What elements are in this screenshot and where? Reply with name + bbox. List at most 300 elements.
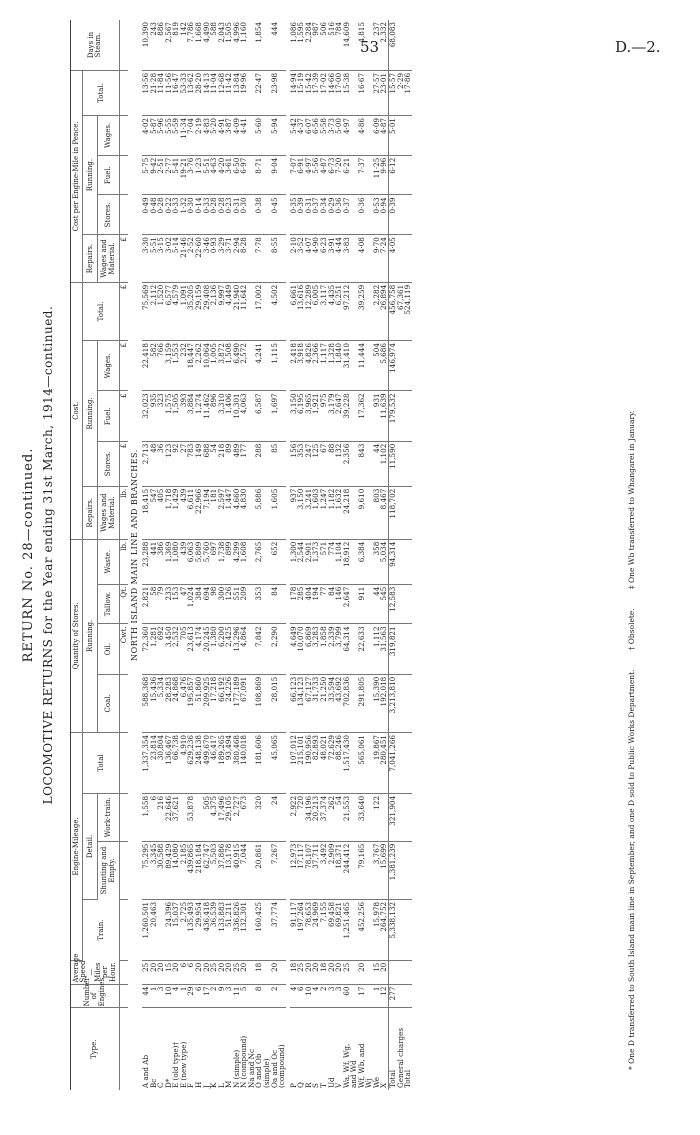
table-cell: 2,597 (218, 486, 226, 539)
table-cell: 13,616 (297, 282, 305, 340)
table-cell: 37,711 (312, 841, 320, 899)
table-row (172, 20, 180, 1090)
table-cell: 5,503 (210, 841, 218, 899)
table-cell: 1,281 (150, 624, 158, 674)
table-cell: 1,117 (320, 341, 328, 391)
table-cell: 79,165 (358, 841, 366, 899)
table-cell: 2,290 (271, 624, 279, 674)
table-cell: 1 (373, 984, 381, 1008)
table-cell: 551 (233, 584, 241, 624)
table-cell: 2,112 (150, 282, 158, 340)
table-cell: 18,447 (187, 341, 195, 391)
table-cell: 7·20 (335, 155, 343, 195)
table-cell: 13,296 (233, 624, 241, 674)
table-cell: 3,150 (290, 391, 298, 441)
table-cell: 20,861 (255, 841, 263, 899)
unit-cell: £ (120, 235, 128, 283)
table-cell: 288 (255, 441, 263, 486)
table-cell: 0·35 (290, 195, 298, 235)
table-cell: 18,415 (142, 486, 150, 539)
table-cell: 5·56 (312, 155, 320, 195)
table-cell: 2,544 (297, 539, 305, 584)
header-pence-fuel: Fuel. (98, 155, 120, 195)
row-type-label: Ud (326, 1077, 336, 1088)
table-row (343, 20, 351, 1090)
unit-cell (120, 899, 128, 960)
table-cell: 15,037 (172, 899, 180, 960)
table-cell: 24,396 (165, 899, 173, 960)
table-cell: 285 (297, 584, 305, 624)
table-cell: 30,588 (157, 841, 165, 899)
table-cell: 4·20 (218, 155, 226, 195)
table-cell: 92 (172, 441, 180, 486)
table-cell: 6,200 (218, 624, 226, 674)
table-cell: 24 (271, 793, 279, 841)
table-cell: 19,867 (373, 733, 381, 794)
table-cell: 4,063 (240, 391, 248, 441)
table-cell (278, 793, 286, 841)
unit-cell (120, 70, 128, 115)
table-row (263, 20, 271, 1090)
table-cell: 1,328 (328, 341, 336, 391)
table-cell: 697 (210, 539, 218, 584)
table-cell: 132 (335, 441, 343, 486)
table-cell: 3,965 (305, 391, 313, 441)
table-cell: 1,373 (312, 539, 320, 584)
table-cell: 336,826 (233, 899, 241, 960)
table-cell: 134,123 (297, 674, 305, 732)
table-cell: 3·29 (218, 235, 226, 283)
table-cell (404, 984, 412, 1008)
table-cell: 6,577 (165, 282, 173, 340)
table-cell: 93,494 (225, 733, 233, 794)
table-cell: 209 (240, 584, 248, 624)
unit-cell (120, 674, 128, 732)
table-cell: 911 (358, 584, 366, 624)
table-cell: 10 (305, 984, 313, 1008)
table-cell: 8,467 (380, 486, 388, 539)
table-cell: 4,649 (290, 624, 298, 674)
table-cell: 67 (320, 441, 328, 486)
table-cell (278, 282, 286, 340)
table-cell: 2,262 (195, 341, 203, 391)
table-cell: 0·31 (233, 195, 241, 235)
table-cell: 44 (373, 441, 381, 486)
table-cell: 2·29 (397, 70, 405, 115)
table-cell: 4·87 (320, 155, 328, 195)
table-cell: 4·90 (312, 235, 320, 283)
table-cell: 12,289 (305, 282, 313, 340)
table-cell: 6,005 (312, 282, 320, 340)
table-cell: 1,605 (271, 486, 279, 539)
table-cell: 12·68 (218, 70, 226, 115)
table-cell: 673 (240, 793, 248, 841)
table-cell: 64,314 (343, 624, 351, 674)
table-cell: 7,155 (320, 899, 328, 960)
table-cell: 6·73 (328, 155, 336, 195)
table-cell: 133,883 (218, 899, 226, 960)
header-waste: Waste. (98, 539, 120, 584)
table-cell: 321,904 (389, 793, 397, 841)
table-cell: 4 (172, 984, 180, 1008)
table-cell: 688 (203, 441, 211, 486)
table-cell: 14·94 (290, 70, 298, 115)
header-quantity-stores: Quantity of Stores. (71, 539, 83, 732)
table-cell: 1,005 (210, 341, 218, 391)
table-cell: 82,893 (312, 733, 320, 794)
table-cell: 26,894 (380, 282, 388, 340)
table-cell: 819 (172, 20, 180, 70)
table-cell: 2 (320, 984, 328, 1008)
table-cell: 2,185 (180, 841, 188, 899)
table-cell: 1,854 (255, 20, 263, 70)
table-cell: 78,653 (305, 899, 313, 960)
table-cell: 1·23 (195, 155, 203, 195)
table-cell: 33,640 (358, 793, 366, 841)
table-cell: 20 (218, 960, 226, 984)
table-cell: 18 (320, 960, 328, 984)
table-cell: 4,435 (328, 282, 336, 340)
table-cell: 5·51 (203, 155, 211, 195)
table-cell: 3,492 (320, 841, 328, 899)
table-cell (404, 841, 412, 899)
table-cell: 4·44 (335, 235, 343, 283)
table-cell: 20 (240, 960, 248, 984)
table-cell: 452,256 (358, 899, 366, 960)
table-cell: 4,241 (255, 341, 263, 391)
table-cell: 588,368 (142, 674, 150, 732)
table-cell: 66,123 (290, 674, 298, 732)
table-cell: 84 (328, 584, 336, 624)
row-type-label: (compound) (277, 1044, 287, 1088)
table-cell: 91,117 (290, 899, 298, 960)
row-type-label: N (simple) (231, 1049, 241, 1088)
table-cell: 4·41 (240, 115, 248, 155)
table-cell: 1,505 (225, 20, 233, 70)
header-pence-wages: Wages. (98, 115, 120, 155)
table-cell: 11,444 (358, 341, 366, 391)
table-cell: 69,458 (328, 899, 336, 960)
table-cell (278, 70, 286, 115)
table-cell: 15·38 (343, 70, 351, 115)
table-cell: 6,587 (255, 391, 263, 441)
table-cell: 190,956 (305, 733, 313, 794)
table-cell: 3·71 (225, 235, 233, 283)
table-cell: 6·97 (240, 155, 248, 195)
table-cell: 13,178 (225, 841, 233, 899)
table-cell: 4,830 (240, 486, 248, 539)
table-cell: 571 (320, 539, 328, 584)
table-cell (404, 960, 412, 984)
header-stores: Stores. (98, 441, 120, 486)
table-cell: 2,332 (380, 20, 388, 70)
table-cell: 85 (271, 441, 279, 486)
table-cell: 9·96 (380, 155, 388, 195)
table-cell (278, 155, 286, 195)
table-row (365, 20, 373, 1090)
table-cell (278, 984, 286, 1008)
table-cell: 0·14 (195, 195, 203, 235)
table-cell: 2,821 (142, 584, 150, 624)
table-cell: 3·30 (142, 235, 150, 283)
table-cell: 15 (373, 960, 381, 984)
table-cell: 4,815 (358, 20, 366, 70)
table-cell: 2·19 (195, 115, 203, 155)
table-cell: 44 (373, 584, 381, 624)
table-cell: 323 (157, 391, 165, 441)
table-row (312, 20, 320, 1090)
unit-cell (120, 1008, 128, 1090)
table-cell: 15,390 (373, 674, 381, 732)
table-cell: 6,251 (335, 282, 343, 340)
table-cell: 2,136 (210, 282, 218, 340)
table-cell: 20 (195, 960, 203, 984)
table-cell: 1,517,430 (343, 733, 351, 794)
table-cell: 22,633 (358, 624, 366, 674)
table-cell: 439,865 (187, 841, 195, 899)
table-cell: 4,579 (172, 282, 180, 340)
table-cell: 4·83 (203, 115, 211, 155)
table-cell: 3,150 (297, 486, 305, 539)
table-cell: 3·87 (225, 115, 233, 155)
table-cell: 4,375 (210, 793, 218, 841)
table-cell: 94,314 (389, 539, 397, 584)
table-cell: 588 (210, 20, 218, 70)
table-cell (404, 341, 412, 391)
header-type: Type. (71, 1008, 120, 1090)
row-type-label: S (311, 1083, 321, 1088)
table-cell: 784 (335, 20, 343, 70)
table-cell: 34,196 (305, 793, 313, 841)
table-cell: 54 (335, 793, 343, 841)
table-cell: 5,034 (380, 539, 388, 584)
table-cell: 886 (157, 20, 165, 70)
table-cell: 3·73 (328, 115, 336, 155)
table-cell: 4,826 (305, 341, 313, 391)
table-cell: 5·59 (172, 115, 180, 155)
table-cell: 6·91 (297, 155, 305, 195)
table-cell: 22,646 (165, 793, 173, 841)
table-cell: 97,212 (343, 282, 351, 340)
table-cell: 39,228 (343, 391, 351, 441)
table-cell: 0·36 (358, 195, 366, 235)
table-cell: 123 (165, 441, 173, 486)
table-cell: 8·28 (240, 235, 248, 283)
table-cell: 3,179 (328, 391, 336, 441)
table-cell: 21·28 (150, 70, 158, 115)
header-pence-total: Total. (83, 70, 120, 115)
table-cell: 1,091 (180, 282, 188, 340)
table-cell: 15·57 (389, 70, 397, 115)
table-cell: 209,925 (203, 674, 211, 732)
footnote-one: * One D transferred to South Island main line in September, and one D sold to Public Works Department. (627, 669, 636, 1070)
table-cell: 436,418 (203, 899, 211, 960)
table-cell: 2,725 (180, 899, 188, 960)
table-cell: 899 (225, 539, 233, 584)
table-row (240, 20, 248, 1090)
table-cell: 2,282 (373, 282, 381, 340)
table-cell: 218,184 (195, 841, 203, 899)
table-cell: 2,339 (328, 624, 336, 674)
table-cell: 380,468 (233, 733, 241, 794)
table-cell: 25 (142, 960, 150, 984)
table-cell: 77 (320, 584, 328, 624)
table-cell: 215,101 (297, 733, 305, 794)
table-cell (397, 441, 405, 486)
table-cell: 2,418 (290, 341, 298, 391)
table-cell: 15,436 (150, 674, 158, 732)
table-cell (397, 391, 405, 441)
table-cell: 277 (389, 984, 397, 1008)
header-train: Train. (83, 899, 120, 960)
table-cell: 136,467 (165, 733, 173, 794)
table-cell: 1,738 (218, 539, 226, 584)
table-cell: 4·63 (210, 155, 218, 195)
table-cell: 75,569 (142, 282, 150, 340)
table-cell: 72,360 (142, 624, 150, 674)
table-cell (404, 624, 412, 674)
table-cell: 12 (380, 984, 388, 1008)
table-cell: 17,002 (255, 282, 263, 340)
table-cell: 1,608 (240, 539, 248, 584)
table-cell: 353 (297, 441, 305, 486)
table-cell: 2,647 (343, 584, 351, 624)
table-cell: 68,083 (389, 20, 397, 70)
row-type-label: Q (296, 1082, 306, 1088)
table-cell: 29,408 (203, 282, 211, 340)
table-cell: 244,412 (343, 841, 351, 899)
table-cell: 0·33 (203, 195, 211, 235)
row-type-label: R (303, 1082, 313, 1088)
table-cell: 0·28 (157, 195, 165, 235)
table-cell: 39,259 (358, 282, 366, 340)
table-cell: 135,493 (187, 899, 195, 960)
table-cell: 1,921 (312, 391, 320, 441)
table-cell: 67,127 (305, 674, 313, 732)
units-row (120, 20, 128, 1090)
table-cell (278, 674, 286, 732)
table-cell: 51,211 (225, 899, 233, 960)
table-cell: 6·56 (312, 115, 320, 155)
table-cell (404, 584, 412, 624)
table-cell: 15,699 (380, 841, 388, 899)
table-cell: 48,021 (320, 733, 328, 794)
table-cell: 300 (218, 584, 226, 624)
table-cell: 489 (233, 441, 241, 486)
header-days-in-steam: Days in Steam. (71, 20, 120, 70)
table-cell (397, 486, 405, 539)
table-cell: 45,065 (271, 733, 279, 794)
row-type-label: (simple) (262, 1058, 272, 1088)
table-cell: 506 (320, 20, 328, 70)
table-cell: 20 (157, 960, 165, 984)
table-cell: 3,345 (150, 841, 158, 899)
table-cell: 20,245 (203, 624, 211, 674)
table-cell: 0·48 (150, 195, 158, 235)
table-cell: 2,366 (312, 341, 320, 391)
table-cell (397, 733, 405, 794)
table-cell: 17,362 (358, 391, 366, 441)
table-cell (397, 624, 405, 674)
table-cell: 11·42 (225, 70, 233, 115)
table-cell: 17,496 (218, 793, 226, 841)
table-cell: 652 (271, 539, 279, 584)
table-cell: 22,966 (195, 486, 203, 539)
table-cell: 0·36 (335, 195, 343, 235)
header-number-engines: Number of Engines. (71, 984, 120, 1008)
table-cell: 3·76 (187, 155, 195, 195)
unit-cell: £ (120, 341, 128, 391)
table-cell: 3·91 (328, 235, 336, 283)
header-cost-total: Total. (83, 282, 120, 340)
unit-cell: lb. (120, 486, 128, 539)
table-cell: 28,283 (165, 674, 173, 732)
table-cell: 189,265 (218, 733, 226, 794)
table-cell (404, 235, 412, 283)
table-cell: 1,260,501 (142, 899, 150, 960)
row-type-label: Na and Nc (246, 1049, 256, 1088)
table-cell: 0·38 (255, 195, 263, 235)
table-cell: 3,799 (335, 624, 343, 674)
table-cell: 5,338,132 (389, 899, 397, 960)
footnote-three: ‡ One Wb transferred to Whangarei in January. (627, 410, 636, 590)
table-cell (397, 899, 405, 960)
table-cell: 17 (358, 984, 366, 1008)
table-cell: 11·56 (165, 70, 173, 115)
table-cell: 181,606 (255, 733, 263, 794)
row-type-label: X (379, 1082, 389, 1088)
table-cell: 1·32 (180, 195, 188, 235)
table-cell: 2,727 (233, 793, 241, 841)
table-cell (278, 733, 286, 794)
table-cell: 4,996 (233, 20, 241, 70)
row-type-label: E (old type)† (171, 1041, 181, 1088)
table-cell: 3,283 (312, 624, 320, 674)
table-cell (397, 793, 405, 841)
table-cell: 17·86 (404, 70, 412, 115)
table-cell: 6,661 (290, 282, 298, 340)
table-cell: 1 (180, 984, 188, 1008)
table-cell: 3,872 (218, 341, 226, 391)
table-cell: 5·87 (150, 115, 158, 155)
table-cell: 0·23 (225, 195, 233, 235)
unit-cell: Qt. (120, 584, 128, 624)
table-cell: 320 (255, 793, 263, 841)
table-cell: 1,102 (380, 441, 388, 486)
table-cell: 444 (271, 20, 279, 70)
table-cell: 18 (255, 960, 263, 984)
table-cell: 0·34 (320, 195, 328, 235)
table-cell: 237 (373, 20, 381, 70)
table-cell: 60 (343, 984, 351, 1008)
table-cell: 62,747 (203, 841, 211, 899)
table-cell: 1,247 (320, 486, 328, 539)
table-row (142, 20, 150, 1090)
table-cell: 4·91 (218, 115, 226, 155)
table-cell: 3·61 (225, 155, 233, 195)
table-cell: 1,274 (195, 391, 203, 441)
table-row (397, 20, 405, 1090)
table-cell: 36,539 (210, 899, 218, 960)
table-cell: 107,012 (290, 733, 298, 794)
table-cell: 1,505 (172, 391, 180, 441)
table-cell: 1,182 (328, 486, 336, 539)
table-cell: 24,226 (225, 674, 233, 732)
table-cell: 2,922 (290, 793, 298, 841)
row-type-label: Oa and Oc (269, 1049, 279, 1088)
table-cell: 692 (157, 624, 165, 674)
table-cell: 6 (150, 793, 158, 841)
